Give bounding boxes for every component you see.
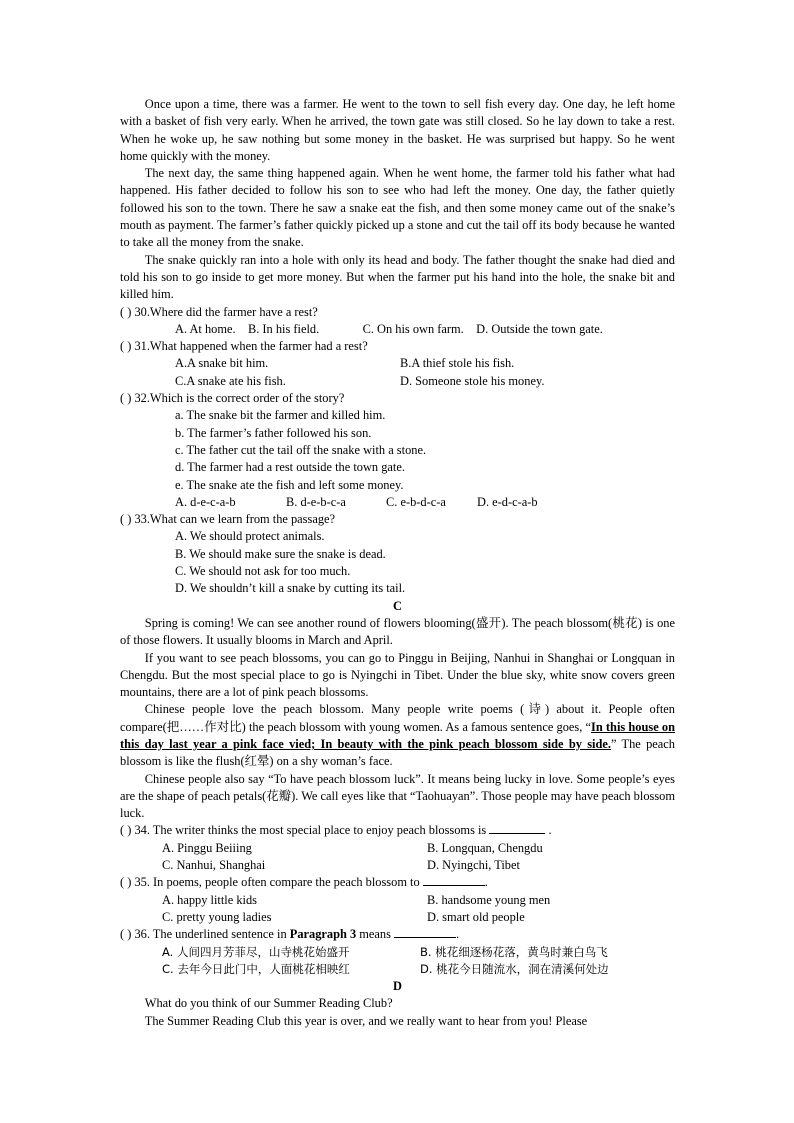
stem-text: ( ) 35. In poems, people often compare the peach blossom to bbox=[120, 875, 423, 890]
event-b: b. The farmer’s father followed his son. bbox=[175, 425, 372, 440]
question-30 bbox=[120, 304, 675, 339]
option-c: C.A snake ate his fish. bbox=[175, 373, 286, 388]
option-c: C. On his own farm. bbox=[362, 321, 464, 336]
option-a: A. At home. bbox=[175, 321, 236, 336]
question-stem: ( ) 32.Which is the correct order of the story? bbox=[120, 391, 345, 406]
option-c: C. 去年今日此门中，人面桃花相映红 bbox=[162, 961, 350, 976]
question-36 bbox=[120, 926, 675, 978]
stem-end: . bbox=[484, 875, 488, 890]
options-row bbox=[162, 944, 675, 961]
passage-c-paragraph-3 bbox=[120, 701, 675, 770]
question-35 bbox=[120, 874, 675, 926]
options-row bbox=[175, 321, 675, 338]
option-c: C. Nanhui, Shanghai bbox=[162, 858, 266, 873]
stem-text: ( ) 36. The underlined sentence in bbox=[120, 927, 290, 942]
paragraph-text: ” The peach blossom is like the flush(红晕) on a shy woman’s face. bbox=[120, 736, 676, 769]
underlined-sentence: In this house on this day last year a pink face vied; In beauty with the pink peach blossom side by side. bbox=[120, 719, 675, 751]
answer-blank[interactable] bbox=[394, 926, 456, 938]
option-b: B. In his field. bbox=[247, 321, 320, 336]
option-c: C. e-b-d-c-a bbox=[386, 494, 446, 509]
option-c: C. pretty young ladies bbox=[162, 909, 272, 924]
option-b: B. Longquan, Chengdu bbox=[427, 840, 543, 855]
stem-text: means bbox=[356, 927, 395, 942]
question-34 bbox=[120, 822, 675, 874]
question-33 bbox=[120, 511, 675, 597]
paragraph-text: Chinese people love the peach blossom. Many people write poems (诗) about it. People often compare(把……作对比) the peach blossom with young women. As a famous sentence goes, “ bbox=[120, 702, 675, 734]
question-stem bbox=[120, 822, 675, 839]
option-b: B. d-e-b-c-a bbox=[286, 494, 346, 509]
section-heading-c: C bbox=[393, 598, 402, 613]
event-d: d. The farmer had a rest outside the town gate. bbox=[175, 460, 405, 475]
passage-c-paragraph-1: Spring is coming! We can see another round of flowers blooming(盛开). The peach blossom(桃花) is one of those flowers. It usually blooms in March and April. bbox=[120, 615, 675, 648]
stem-bold: Paragraph 3 bbox=[289, 927, 357, 942]
passage-b-paragraph-2: The next day, the same thing happened again. When he went home, the farmer told his father what had happened. His father decided to follow his son to see who had left the money. One day, the father quietly followed his son to the town. There he saw a snake eat the fish, and then some money came out of the snake’s mouth as payment. The farmer’s father quickly picked up a stone and cut the tail off its body because he wanted to take all the money from the snake. bbox=[120, 166, 676, 250]
option-b: B.A thief stole his fish. bbox=[400, 356, 515, 371]
option-d: D. Someone stole his money. bbox=[400, 373, 545, 388]
stem-text: ( ) 34. The writer thinks the most special place to enjoy peach blossoms is bbox=[120, 823, 490, 838]
exam-page bbox=[120, 96, 675, 1030]
passage-c-paragraph-4: Chinese people also say “To have peach blossom luck”. It means being lucky in love. Some people’s eyes are the shape of peach petals(花瓣). We call eyes like that “Taohuayan”. Those people may have peach blossom luck. bbox=[120, 771, 675, 821]
option-a: A. 人间四月芳菲尽，山寺桃花始盛开 bbox=[162, 944, 350, 959]
question-31 bbox=[120, 338, 675, 390]
passage-d-paragraph-1: The Summer Reading Club this year is over, and we really want to hear from you! Please bbox=[144, 1013, 588, 1028]
option-a: A. d-e-c-a-b bbox=[175, 494, 236, 509]
option-a: A. Pinggu Beiiing bbox=[162, 840, 252, 855]
passage-b-paragraph-3: The snake quickly ran into a hole with only its head and body. The father thought the snake had died and told his son to go inside to get more money. But when the farmer put his hand into the hole, the snake bit and killed him. bbox=[120, 252, 675, 302]
option-a: A.A snake bit him. bbox=[175, 356, 269, 371]
option-b: B. handsome young men bbox=[427, 892, 551, 907]
options-row bbox=[162, 909, 675, 926]
option-d: D. smart old people bbox=[427, 909, 525, 924]
option-c: C. We should not ask for too much. bbox=[175, 564, 351, 579]
answer-blank[interactable] bbox=[423, 874, 485, 886]
section-heading-d: D bbox=[393, 979, 402, 994]
question-stem: ( ) 33.What can we learn from the passage? bbox=[120, 512, 336, 527]
passage-d-title: What do you think of our Summer Reading Club? bbox=[144, 996, 393, 1011]
question-32 bbox=[120, 390, 675, 511]
option-a: A. We should protect animals. bbox=[175, 529, 325, 544]
stem-end: . bbox=[545, 823, 552, 838]
options-row bbox=[162, 892, 675, 909]
question-stem: ( ) 31.What happened when the farmer had a rest? bbox=[120, 339, 368, 354]
options-row bbox=[162, 840, 675, 857]
event-a: a. The snake bit the farmer and killed him. bbox=[175, 408, 386, 423]
option-d: D. e-d-c-a-b bbox=[477, 494, 538, 509]
options-row bbox=[175, 355, 675, 372]
options-row bbox=[162, 961, 675, 978]
options-row bbox=[175, 373, 675, 390]
question-stem: ( ) 30.Where did the farmer have a rest? bbox=[120, 304, 318, 319]
event-c: c. The father cut the tail off the snake with a stone. bbox=[175, 442, 427, 457]
option-b: B. 桃花细逐杨花落，黄鸟时兼白鸟飞 bbox=[420, 944, 608, 959]
passage-b-paragraph-1: Once upon a time, there was a farmer. He went to the town to sell fish every day. One day, he left home with a basket of fish very early. When he arrived, the town gate was still closed. So he lay down to take a rest. When he woke up, he saw nothing but some money in the basket. He was surprised but happy. So he went home quickly with the money. bbox=[120, 97, 675, 163]
passage-c-paragraph-2: If you want to see peach blossoms, you can go to Pinggu in Beijing, Nanhui in Shanghai or Longquan in Chengdu. But the most special place to go is Nyingchi in Tibet. Under the blue sky, white snow covers green mountains, there are a lot of pink peach blossoms. bbox=[120, 650, 675, 700]
option-d: D. We shouldn’t kill a snake by cutting its tail. bbox=[175, 581, 406, 596]
option-d: D. Outside the town gate. bbox=[476, 321, 603, 336]
option-b: B. We should make sure the snake is dead. bbox=[175, 546, 386, 561]
options-row bbox=[162, 857, 675, 874]
event-e: e. The snake ate the fish and left some money. bbox=[175, 477, 404, 492]
question-stem bbox=[120, 926, 675, 943]
option-d: D. Nyingchi, Tibet bbox=[427, 858, 520, 873]
option-d: D. 桃花今日随流水，洞在清溪何处边 bbox=[420, 961, 609, 976]
question-stem bbox=[120, 874, 675, 891]
answer-blank[interactable] bbox=[489, 822, 545, 834]
options-row bbox=[175, 494, 675, 511]
stem-end: . bbox=[456, 927, 460, 942]
option-a: A. happy little kids bbox=[162, 892, 257, 907]
